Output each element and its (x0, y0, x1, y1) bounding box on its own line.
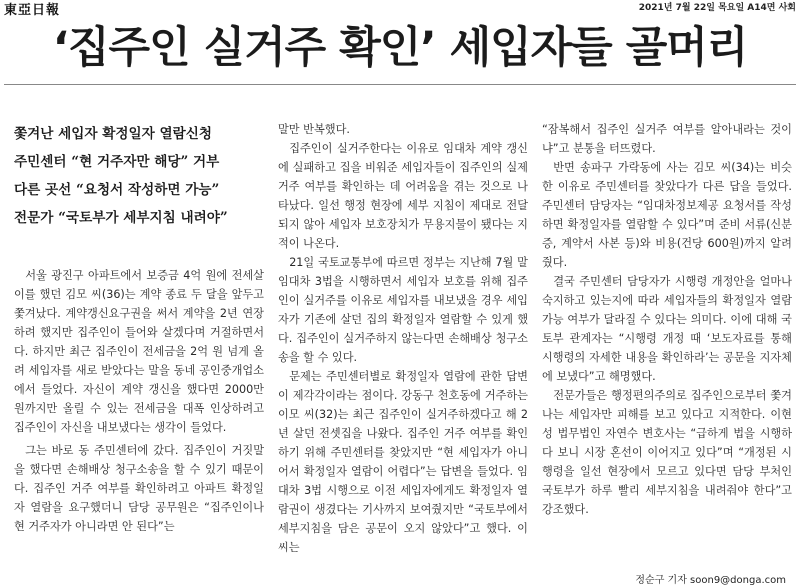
body-paragraph: 서울 광진구 아파트에서 보증금 4억 원에 전세살이를 했던 김모 씨(36)는 계약 종료 두 달을 앞두고 쫓겨났다. 계약갱신요구권을 써서 계약을 2년 연장하려 했지만 집주인이 들어와 살겠다며 거절하면서다. 하지만 최근 집주인이 전세금을 2억 원 넘게 올려 세입자를 새로 받았다는 말을 동네 공인중개업소에서 들었다. 자신이 계약 갱신을 했다면 2000만 원까지만 올릴 수 있는 전세금을 대폭 인상하려고 집주인이 자신을 내보냈다는 생각이 들었다. (14, 269, 264, 434)
body-paragraph: 21일 국토교통부에 따르면 정부는 지난해 7월 말 임대차 3법을 시행하면서 세입자 보호를 위해 집주인이 실거주를 이유로 세입자를 내보냈을 경우 세입자가 기존에 살던 집의 확정일자 열람할 수 있게 했다. 집주인이 실거주하지 않는다면 손해배상 청구소송을 할 수 있다. (278, 256, 528, 364)
column-2 (278, 120, 528, 588)
spacer (14, 232, 264, 266)
masthead (0, 0, 800, 18)
newspaper-logo: 東亞日報 (4, 3, 61, 18)
headline-divider (4, 84, 796, 85)
body-paragraph: 결국 주민센터 담당자가 시행령 개정안을 얼마나 숙지하고 있는지에 따라 세입자들의 확정일자 열람 가능 여부가 달라질 수 있다는 의미다. 이에 대해 국토부 관계자는 “시행령 개정 때 ‘보도자료를 통해 시행령의 자세한 내용을 확인하라’는 공문을 지자체에 보냈다”고 해명했다. (542, 275, 792, 383)
subhead-4: 전문가 “국토부가 세부지침 내려야” (14, 210, 228, 226)
body-paragraph: “잠복해서 집주인 실거주 여부를 알아내라는 것이냐”고 분통을 터뜨렸다. (542, 123, 792, 155)
body-paragraph: 집주인이 실거주한다는 이유로 임대차 계약 갱신에 실패하고 집을 비워준 세입자들이 집주인의 실제 거주 여부를 확인하는 데 어려움을 겪는 것으로 나타났다. 일선 행정 현장에 세부 지침이 제대로 전달되지 않아 세입자 보호장치가 무용지물이 됐다는 지적이 나온다. (278, 142, 528, 250)
dateline: 2021년 7월 22일 목요일 A14면 사회 (638, 3, 796, 13)
body-paragraph: 말만 반복했다. (278, 123, 350, 136)
column-1 (14, 120, 264, 588)
body-paragraph: 반면 송파구 가락동에 사는 김모 씨(34)는 비슷한 이유로 주민센터를 찾았다가 다른 답을 들었다. 주민센터 담당자는 “임대차정보제공 요청서를 작성하면 확정일자를 열람할 수 있다”며 준비 서류(신분증, 계약서 사본 등)와 비용(건당 600원)까지 알려줬다. (542, 161, 792, 269)
subhead-2: 주민센터 “현 거주자만 해당” 거부 (14, 154, 220, 170)
body-paragraph: 그는 바로 동 주민센터에 갔다. 집주인이 거짓말을 했다면 손해배상 청구소송을 할 수 있기 때문이다. 집주인 거주 여부를 확인하려고 아파트 확정일자 열람을 요구했더니 담당 공무원은 “집주인이나 현 거주자가 아니라면 안 된다”는 (14, 444, 264, 533)
subhead-3: 다른 곳선 “요청서 작성하면 가능” (14, 182, 220, 198)
body-paragraph: 전문가들은 행정편의주의로 집주인으로부터 쫓겨나는 세입자만 피해를 보고 있다고 지적한다. 이현성 법무법인 자연수 변호사는 “급하게 법을 시행하다 보니 시장 혼선이 이어지고 있다”며 “개정된 시행령을 일선 현장에서 모르고 있다면 담당 부처인 국토부가 하루 빨리 세부지침을 내려줘야 한다”고 강조했다. (542, 389, 792, 516)
subhead-1: 쫓겨난 세입자 확정일자 열람신청 (14, 126, 213, 142)
byline: 정순구 기자 soon9@donga.com (635, 575, 786, 586)
column-3 (542, 120, 792, 588)
body-paragraph: 문제는 주민센터별로 확정일자 열람에 관한 답변이 제각각이라는 점이다. 강동구 천호동에 거주하는 이모 씨(32)는 최근 집주인이 실거주하겠다고 해 2년 살던 전셋집을 나왔다. 집주인 거주 여부를 확인하기 위해 주민센터를 찾았지만 “현 세입자가 아니어서 확정일자 열람이 어렵다”는 답변을 들었다. 임대차 3법 시행으로 이전 세입자에게도 확정일자 열람권이 생겼다는 기사까지 보여줬지만 “국토부에서 세부지침을 담은 공문이 오지 않았다”고 했다. 이 씨는 (278, 370, 528, 554)
article-headline: ‘집주인 실거주 확인’ 세입자들 골머리 (52, 23, 748, 73)
